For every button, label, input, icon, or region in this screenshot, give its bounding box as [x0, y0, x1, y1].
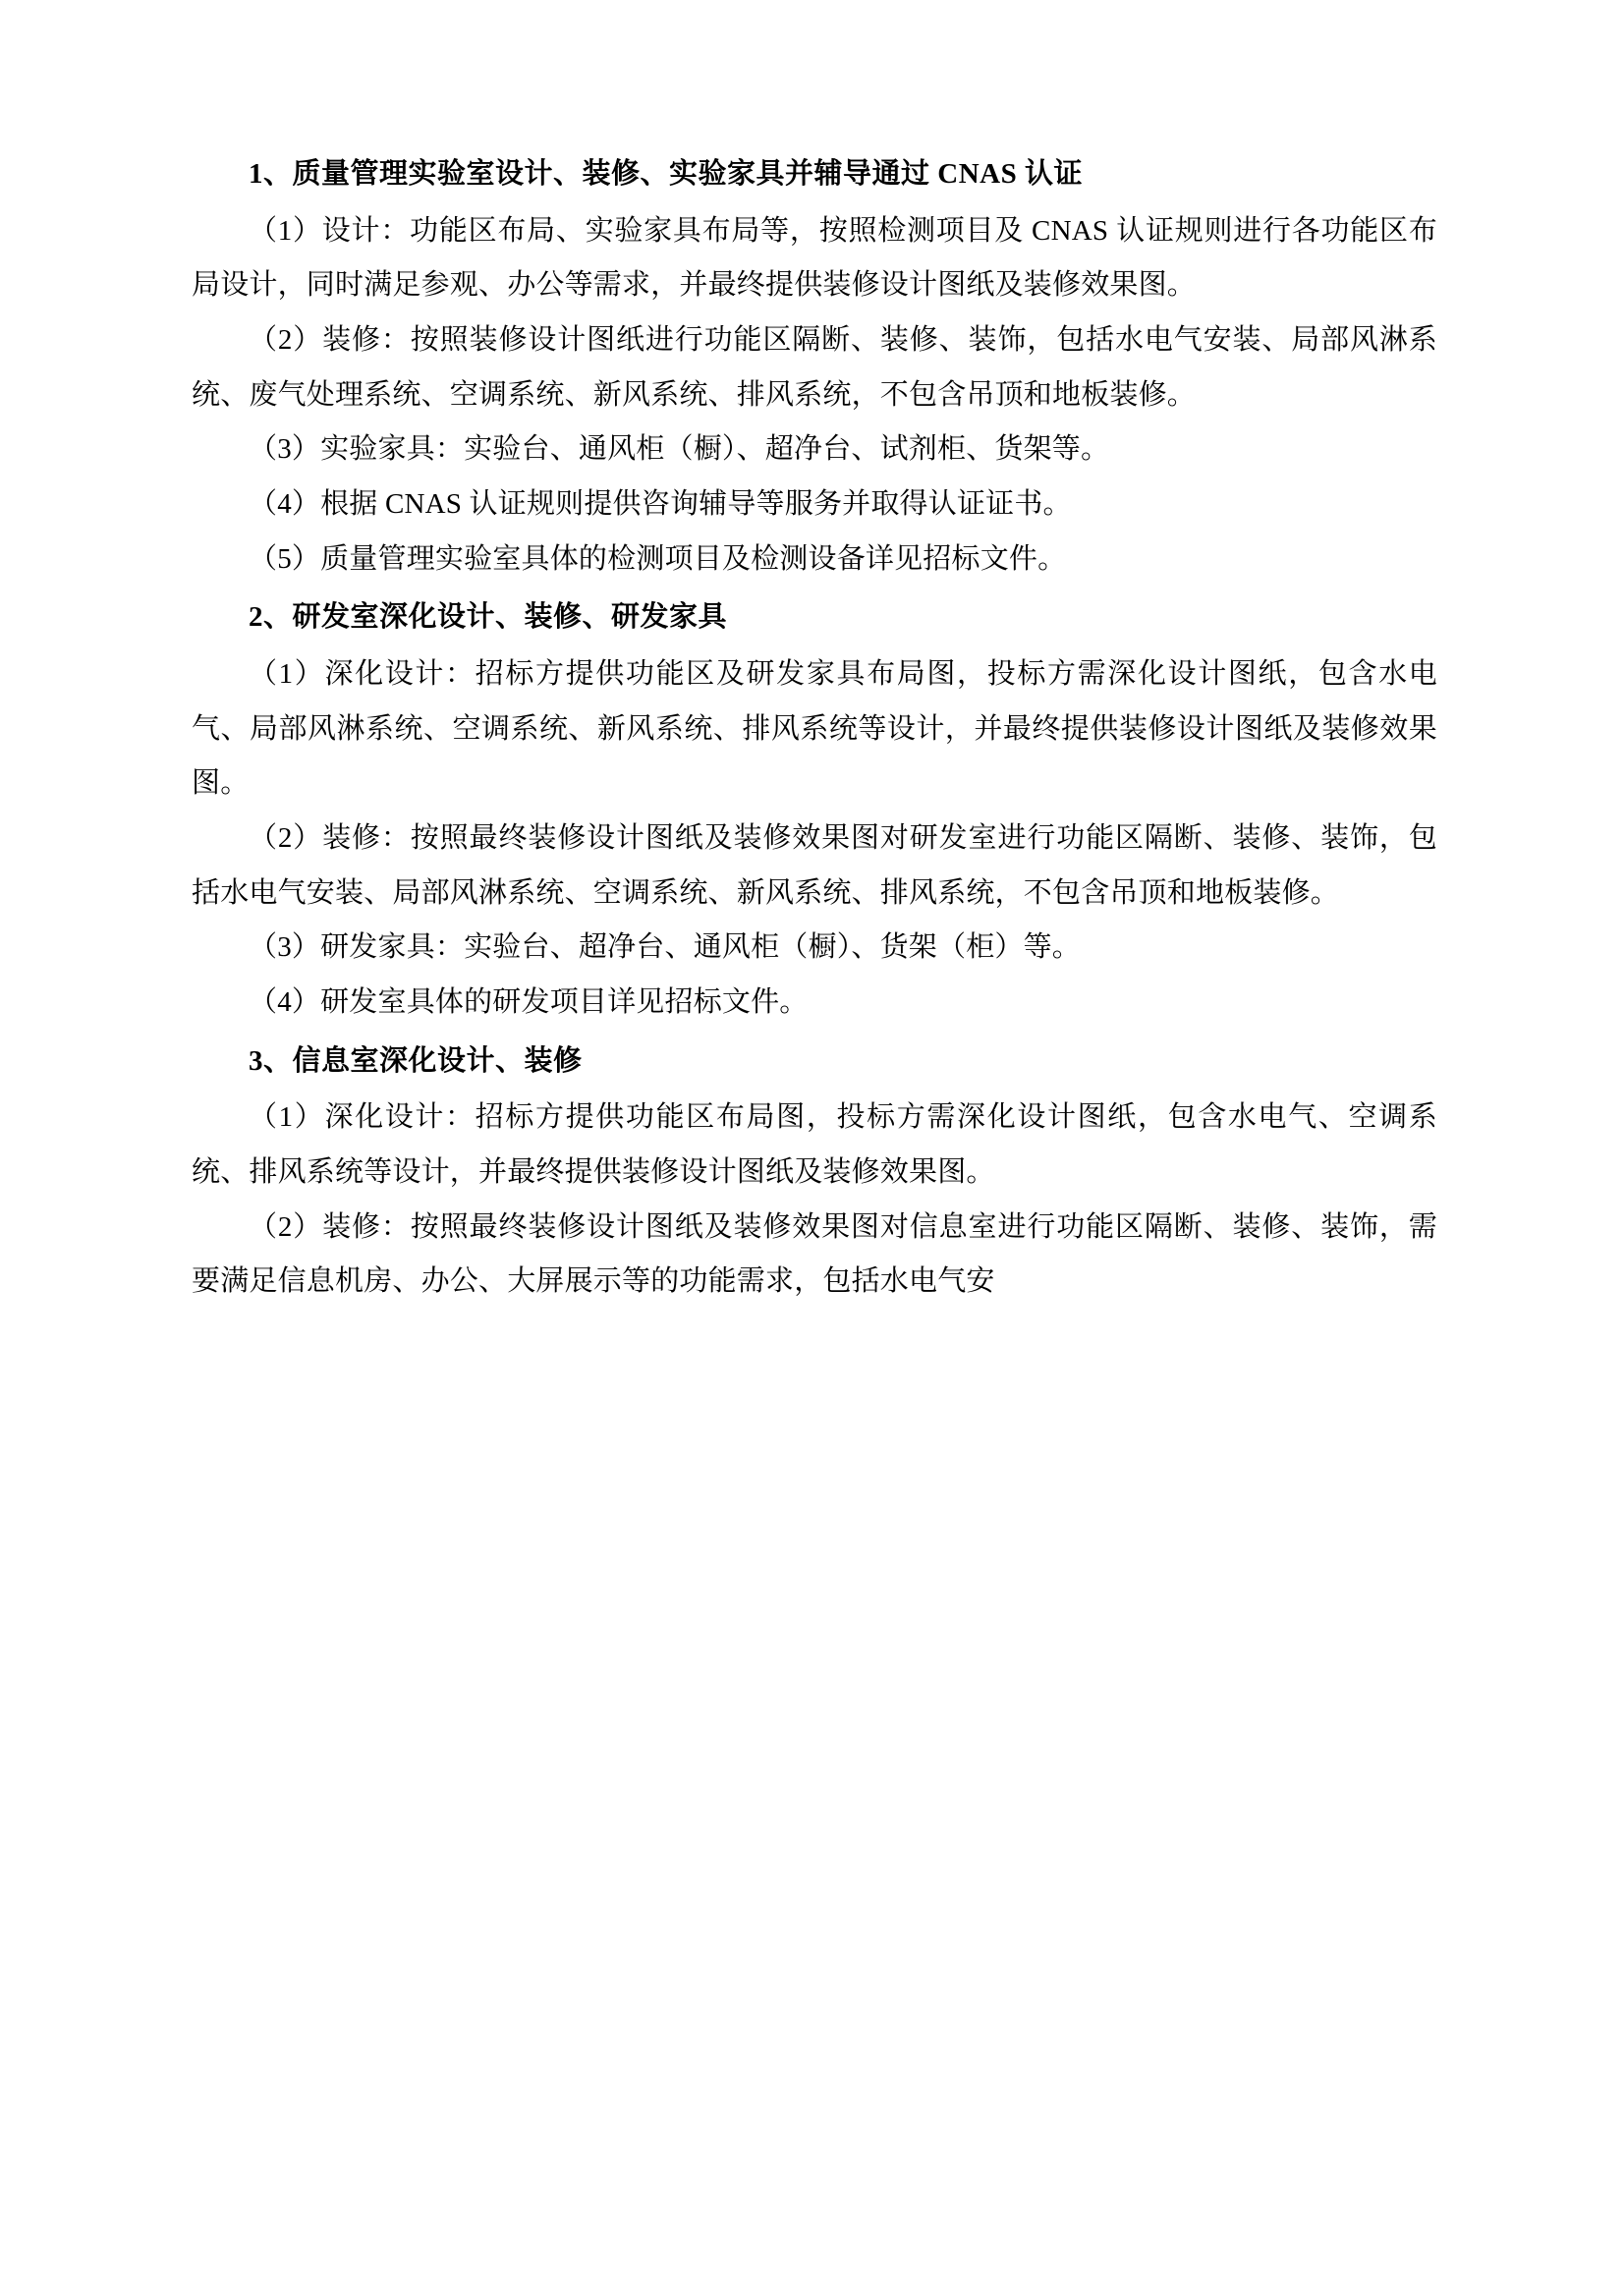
section-3-paragraph-2: （2）装修：按照最终装修设计图纸及装修效果图对信息室进行功能区隔断、装修、装饰，需要满足信息机房、办公、大屏展示等的功能需求，包括水电气安	[192, 1210, 1437, 1298]
section-3-paragraph-1: （1）深化设计：招标方提供功能区布局图，投标方需深化设计图纸，包含水电气、空调系统、排风系统等设计，并最终提供装修设计图纸及装修效果图。	[192, 1101, 1437, 1189]
section-heading-1: 1、质量管理实验室设计、装修、实验家具并辅导通过 CNAS 认证	[249, 158, 1083, 190]
section-1-paragraph-4: （4）根据 CNAS 认证规则提供咨询辅导等服务并取得认证证书。	[249, 488, 1072, 521]
section-2-paragraph-2: （2）装修：按照最终装修设计图纸及装修效果图对研发室进行功能区隔断、装修、装饰，包括水电气安装、局部风淋系统、空调系统、新风系统、排风系统，不包含吊顶和地板装修。	[192, 822, 1437, 909]
section-heading-3: 3、信息室深化设计、装修	[249, 1044, 583, 1077]
section-heading-2: 2、研发室深化设计、装修、研发家具	[249, 601, 728, 634]
section-1-paragraph-2: （2）装修：按照装修设计图纸进行功能区隔断、装修、装饰，包括水电气安装、局部风淋系统、废气处理系统、空调系统、新风系统、排风系统，不包含吊顶和地板装修。	[192, 324, 1437, 411]
section-2-paragraph-1: （1）深化设计：招标方提供功能区及研发家具布局图，投标方需深化设计图纸，包含水电气、局部风淋系统、空调系统、新风系统、排风系统等设计，并最终提供装修设计图纸及装修效果图。	[192, 658, 1437, 800]
section-1-paragraph-5: （5）质量管理实验室具体的检测项目及检测设备详见招标文件。	[249, 542, 1067, 575]
section-1-paragraph-3: （3）实验家具：实验台、通风柜（橱）、超净台、试剂柜、货架等。	[249, 433, 1110, 466]
section-2-paragraph-4: （4）研发室具体的研发项目详见招标文件。	[249, 986, 809, 1019]
section-1-paragraph-1: （1）设计：功能区布局、实验家具布局等，按照检测项目及 CNAS 认证规则进行各功能区布局设计，同时满足参观、办公等需求，并最终提供装修设计图纸及装修效果图。	[192, 214, 1437, 302]
document-body	[192, 147, 1437, 1310]
section-2-paragraph-3: （3）研发家具：实验台、超净台、通风柜（橱）、货架（柜）等。	[249, 931, 1082, 964]
